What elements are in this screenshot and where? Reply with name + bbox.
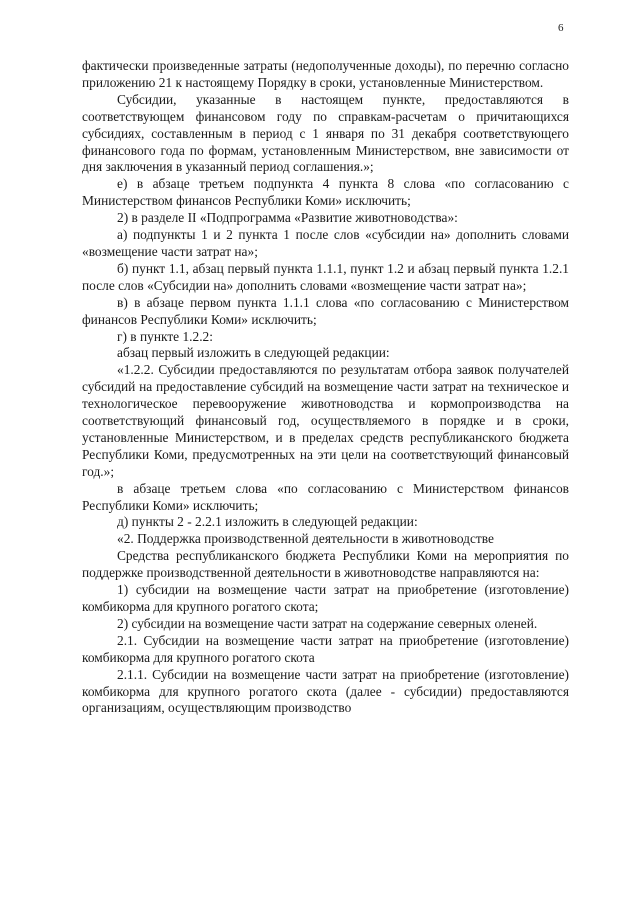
paragraph: б) пункт 1.1, абзац первый пункта 1.1.1, пункт 1.2 и абзац первый пункта 1.2.1 после слов «Субсидии на» дополнить словами «возмещение части затрат на»;	[82, 260, 569, 293]
document-body	[82, 58, 569, 717]
paragraph: 2.1.1. Субсидии на возмещение части затрат на приобретение (изготовление) комбикорма для крупного рогатого скота (далее - субсидии) предоставляются организациям, осуществляющим производство	[82, 666, 569, 716]
paragraph: Субсидии, указанные в настоящем пункте, предоставляются в соответствующем финансовом году по справкам-расчетам о причитающихся субсидиях, составленным в период с 1 января по 31 декабря соответствующего финансового года по формам, установленным Министерством, вне зависимости от дня заключения в указанный период соглашения.»;	[82, 91, 569, 175]
paragraph: «2. Поддержка производственной деятельности в животноводстве	[117, 531, 494, 547]
paragraph: абзац первый изложить в следующей редакции:	[117, 345, 390, 361]
page-number: 6	[558, 22, 564, 34]
paragraph: 1) субсидии на возмещение части затрат на приобретение (изготовление) комбикорма для крупного рогатого скота;	[82, 582, 569, 614]
paragraph: 2.1. Субсидии на возмещение части затрат на приобретение (изготовление) комбикорма для крупного рогатого скота	[82, 632, 569, 665]
paragraph: в) в абзаце первом пункта 1.1.1 слова «по согласованию с Министерством финансов Республики Коми» исключить;	[82, 294, 569, 327]
paragraph: фактически произведенные затраты (недополученные доходы), по перечню согласно приложению 21 к настоящему Порядку в сроки, установленные Министерством.	[82, 58, 569, 90]
paragraph: д) пункты 2 - 2.2.1 изложить в следующей редакции:	[117, 514, 418, 530]
paragraph: Средства республиканского бюджета Республики Коми на мероприятия по поддержке производственной деятельности в животноводстве направляются на:	[82, 548, 569, 581]
paragraph: 2) субсидии на возмещение части затрат на содержание северных оленей.	[117, 615, 538, 631]
paragraph: а) подпункты 1 и 2 пункта 1 после слов «субсидии на» дополнить словами «возмещение части затрат на»;	[82, 227, 569, 259]
paragraph: в абзаце третьем слова «по согласованию с Министерством финансов Республики Коми» исключить;	[82, 480, 569, 513]
paragraph: «1.2.2. Субсидии предоставляются по результатам отбора заявок получателей субсидий на предоставление субсидий на возмещение части затрат на техническое и технологическое перевооружение животноводства и кормопроизводства на соответствующий финансовый год, осуществляемого в порядке и в сроки, установленные Министерством, и в пределах средств республиканского бюджета Республики Коми, предусмотренных на эти цели на соответствующий финансовый год.»;	[82, 362, 569, 479]
paragraph: 2) в разделе II «Подпрограмма «Развитие животноводства»:	[117, 210, 458, 226]
paragraph: г) в пункте 1.2.2:	[117, 328, 213, 344]
paragraph: е) в абзаце третьем подпункта 4 пункта 8 слова «по согласованию с Министерством финансов Республики Коми» исключить;	[82, 176, 569, 209]
